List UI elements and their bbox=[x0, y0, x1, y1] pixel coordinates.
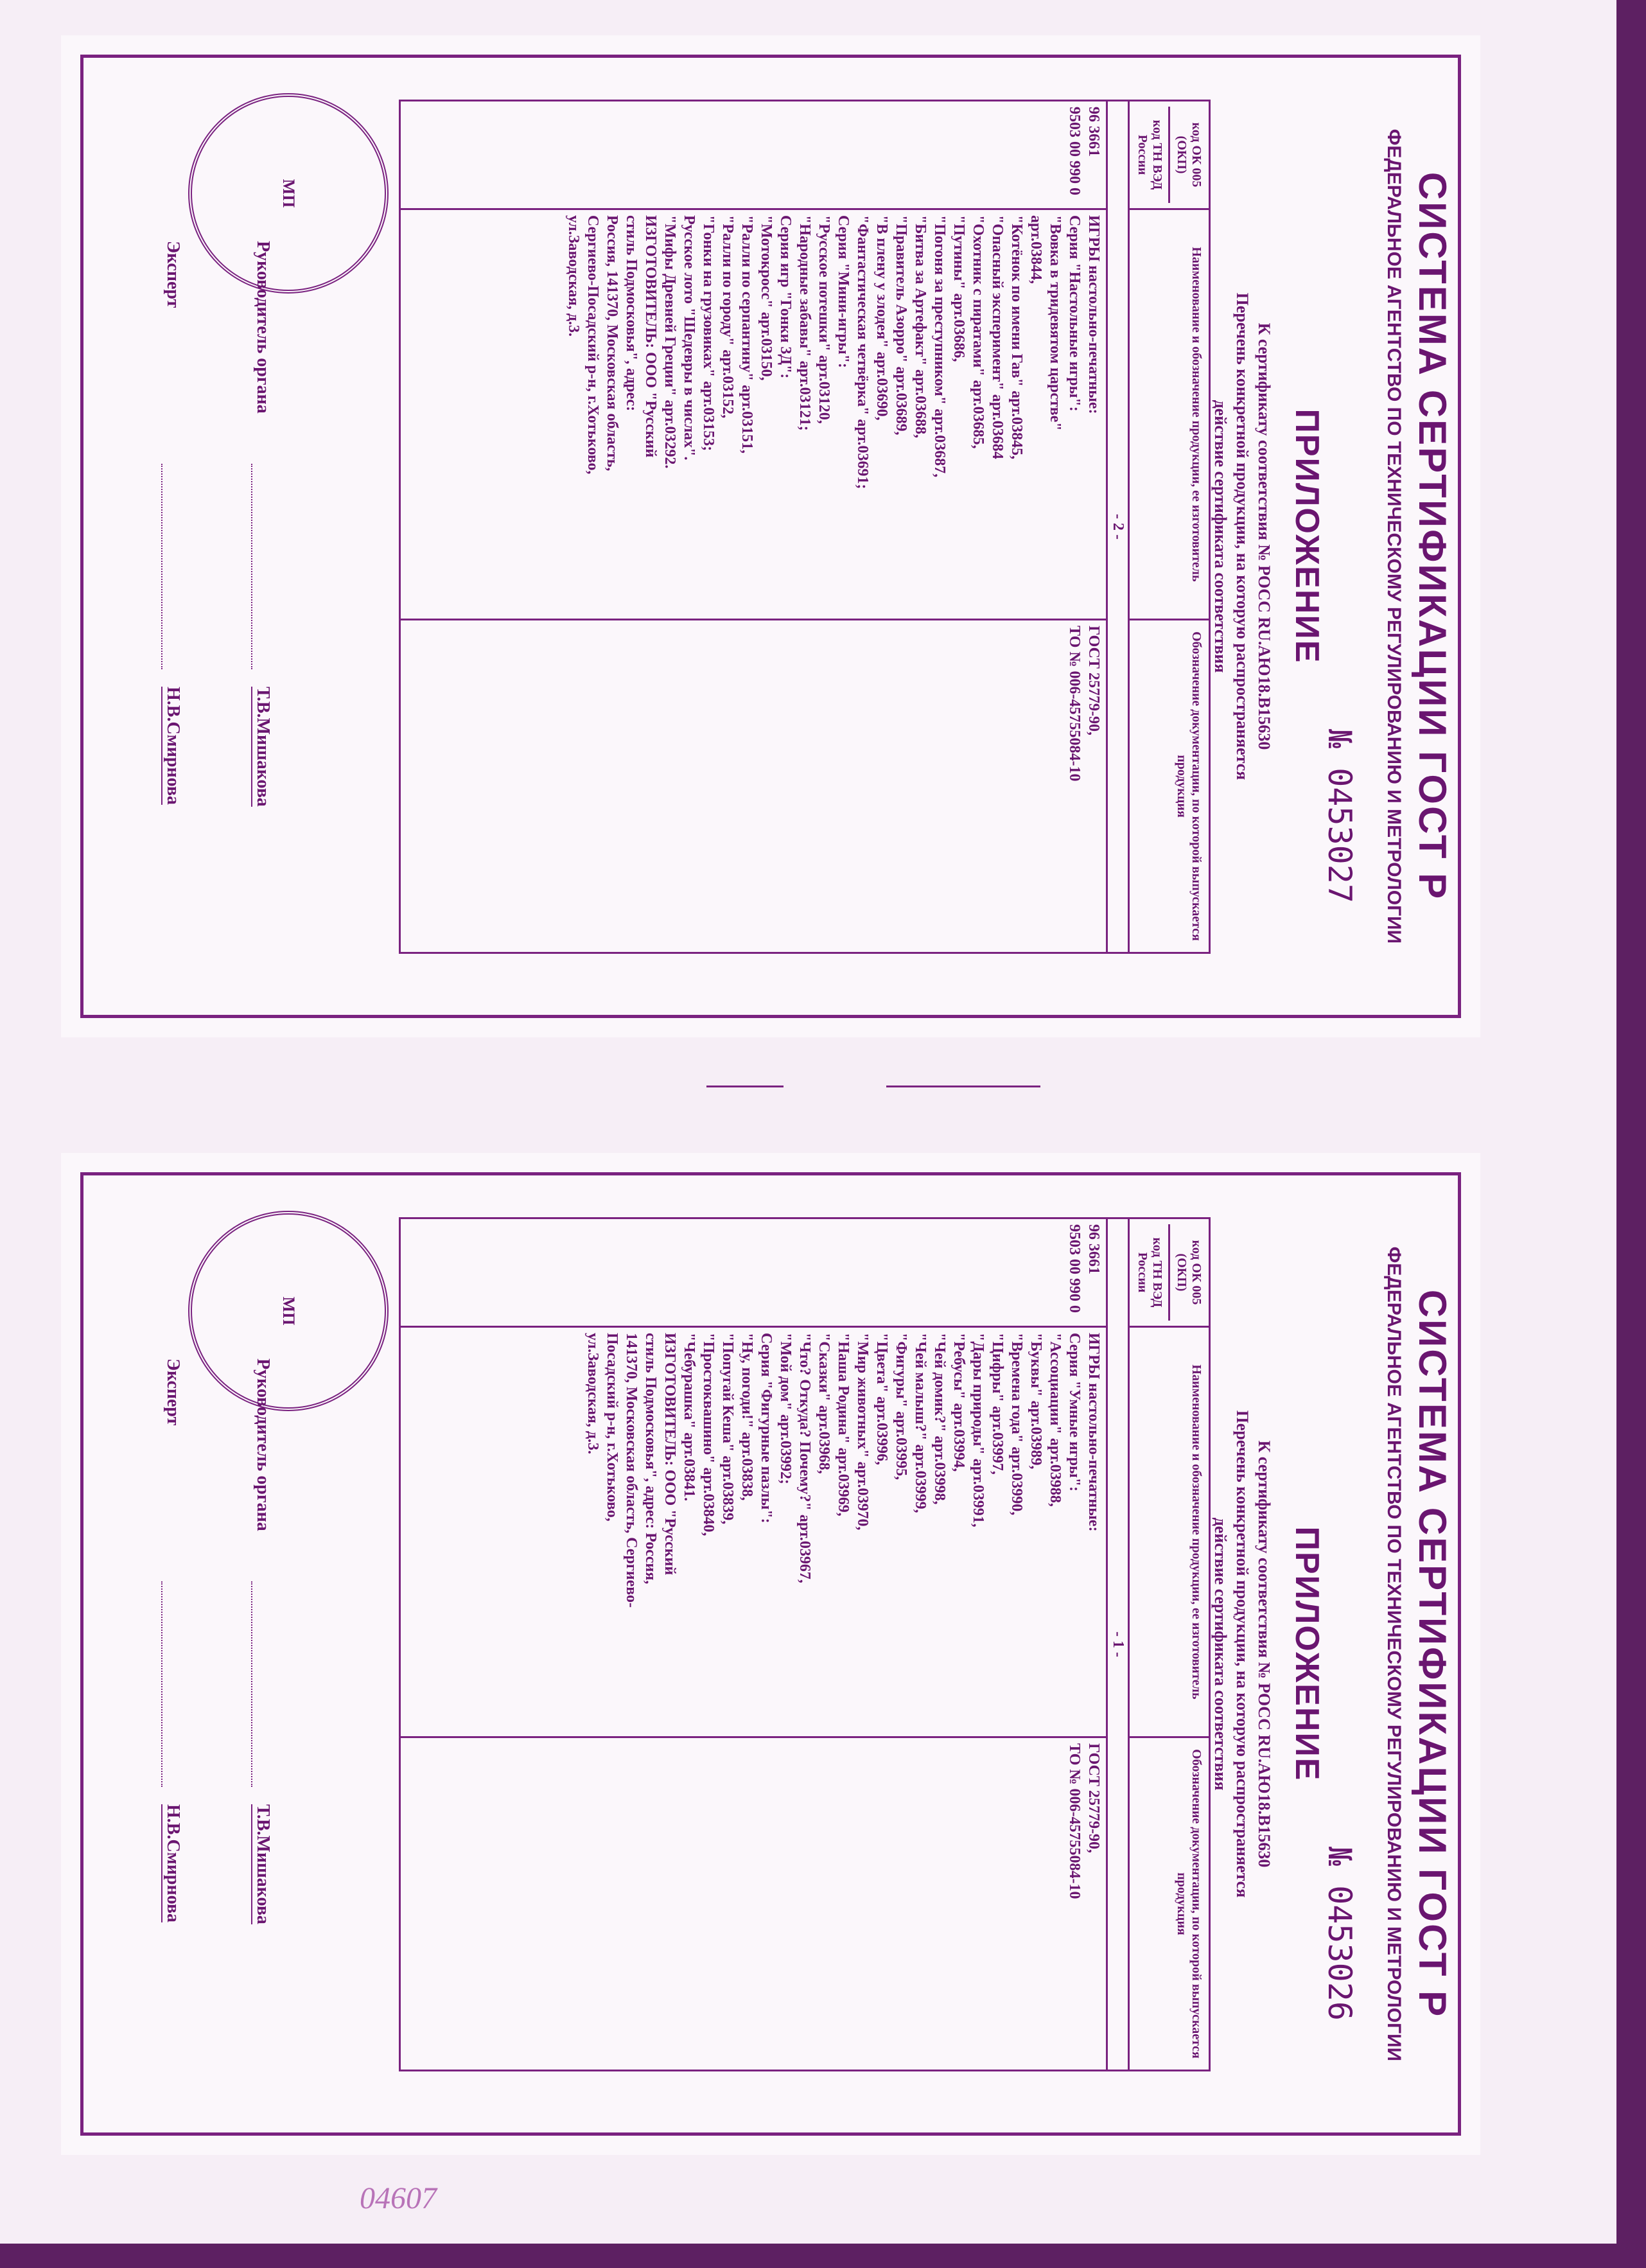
signature-line bbox=[251, 1581, 273, 1787]
document-sheet bbox=[61, 35, 1480, 1037]
certificate-appendix-page-1 bbox=[61, 1153, 1480, 2155]
product-docs: ГОСТ 25779-90, ТО № 006-45755084-10 bbox=[400, 1737, 1107, 2071]
subtitle-line: Перечень конкретной продукции, на которую распространяется bbox=[1233, 1410, 1252, 1898]
margin-mark bbox=[886, 1086, 1040, 1087]
organ-stamp bbox=[188, 1211, 389, 1411]
appendix-subtitle bbox=[1209, 35, 1275, 1037]
signature-line bbox=[161, 1581, 183, 1787]
expert-signature-row bbox=[161, 241, 183, 805]
header-codes bbox=[1129, 101, 1210, 209]
header-docs: Обозначение документации, по которой выпускается продукция bbox=[1129, 620, 1210, 953]
document-sheet bbox=[61, 1153, 1480, 2155]
margin-mark bbox=[706, 1086, 784, 1087]
expert-label: Эксперт bbox=[163, 241, 183, 308]
subtitle-line: действие сертификата соответствия bbox=[1211, 400, 1230, 673]
head-name: Т.В.Мишакова bbox=[251, 687, 273, 807]
header-code-okp: код ОК 005 (ОКП) bbox=[1175, 1240, 1204, 1305]
head-label: Руководитель органа bbox=[253, 241, 273, 414]
appendix-subtitle bbox=[1209, 1153, 1275, 2155]
expert-signature-row bbox=[161, 1358, 183, 1922]
product-list: ИГРЫ настольно-печатные: Серия "Настольные игры": "Вовка в тридевятом царстве" арт.03844, "Котёнок по имени Гав" арт.03845, "Опасный эксперимент" арт.03684 "Охотник с пиратами" арт.03685, "Путины" арт.03686, "Погоня за преступником" арт.03687, "Битва за Артефакт" арт.03688, "Правитель Азорро" арт.03689, "В плену у злодея" арт.03690, "Фантастическая четвёрка" арт.03691; Серия "Мини-игры": "Русское потешки" арт.03120, "Народные забавы" арт.03121; Серия игр "Гонки 3Д": "Мотокросс" арт.03150, "Ралли по серпантину" арт.03151, "Ралли по городу" арт.03152, "Гонки на грузовиках" арт.03153; Русское лото "Шедевры в числах". "Мифы Древней Греции" арт.03292. ИЗГОТОВИТЕЛЬ: ООО "Русский стиль Подмосковья", адрес: Россия, 141370, Московская область, Сергиево-Посадский р-н, г.Хотьково, ул.Заводская, д.3. bbox=[400, 209, 1107, 620]
product-list: ИГРЫ настольно-печатные: Серия "Умные игры": "Ассоциации" арт.03988, "Буквы" арт.03989, "Времена года" арт.03990, "Цифры" арт.03997, "Дары природы" арт.03991, "Ребусы" арт.03994, "Чей домик?" арт.03998, "Чей малыш?" арт.03999, "Фигуры" арт.03995, "Цвета" арт.03996, "Мир животных" арт.03970, "Наша Родина" арт.03969, "Сказки" арт.03968, "Что? Откуда? Почему?" арт.03967, "Мой дом" арт.03992; Серия "Фигурные пазлы": "Ну, погоди!" арт.03838, "Попугай Кеша" арт.03839, "Простоквашино" арт.03840, "Чебурашка" арт.03841. ИЗГОТОВИТЕЛЬ: ООО "Русский стиль Подмосковья", адрес: Россия, 141370, Московская область, Сергиево- Посадский р-н, г.Хотьково, ул.Заводская, д.3. bbox=[400, 1327, 1107, 1737]
expert-name: Н.В.Смирнова bbox=[161, 687, 183, 805]
expert-name: Н.В.Смирнова bbox=[161, 1804, 183, 1922]
handwritten-note: 04607 bbox=[360, 2181, 437, 2215]
agency-name: ФЕДЕРАЛЬНОЕ АГЕНТСТВО ПО ТЕХНИЧЕСКОМУ РЕГУЛИРОВАНИЮ И МЕТРОЛОГИИ bbox=[1383, 128, 1405, 944]
stamp-label: МП bbox=[279, 179, 298, 208]
header-code-okp: код ОК 005 (ОКП) bbox=[1175, 122, 1204, 188]
organ-stamp bbox=[188, 93, 389, 294]
expert-label: Эксперт bbox=[163, 1358, 183, 1426]
head-label: Руководитель органа bbox=[253, 1358, 273, 1531]
scan-border bbox=[0, 2244, 1646, 2268]
system-title: СИСТЕМА СЕРТИФИКАЦИИ ГОСТ Р bbox=[1411, 171, 1454, 901]
agency-name: ФЕДЕРАЛЬНОЕ АГЕНТСТВО ПО ТЕХНИЧЕСКОМУ РЕГУЛИРОВАНИЮ И МЕТРОЛОГИИ bbox=[1383, 1246, 1405, 2062]
system-title: СИСТЕМА СЕРТИФИКАЦИИ ГОСТ Р bbox=[1411, 1289, 1454, 2019]
product-docs: ГОСТ 25779-90, ТО № 006-45755084-10 bbox=[400, 620, 1107, 953]
product-table bbox=[399, 1217, 1211, 2071]
header-code-tnved: код ТН ВЭД России bbox=[1135, 107, 1170, 203]
scan-border bbox=[1616, 0, 1646, 2268]
appendix-title: ПРИЛОЖЕНИЕ bbox=[1288, 1526, 1326, 1782]
form-number: № 0453027 bbox=[1321, 729, 1358, 903]
head-signature-row bbox=[251, 241, 273, 807]
subtitle-line: К сертификату соответствия № РОСС RU.АЮ18.В15630 bbox=[1255, 322, 1274, 750]
product-table bbox=[399, 100, 1211, 954]
signature-line bbox=[251, 464, 273, 669]
page-number: - 2 - bbox=[1107, 101, 1129, 953]
appendix-title: ПРИЛОЖЕНИЕ bbox=[1288, 409, 1326, 664]
product-codes: 96 3661 9503 00 990 0 bbox=[400, 1218, 1107, 1327]
header-code-tnved: код ТН ВЭД России bbox=[1135, 1224, 1170, 1321]
header-codes bbox=[1129, 1218, 1210, 1327]
form-number: № 0453026 bbox=[1321, 1847, 1358, 2021]
page-number: - 1 - bbox=[1107, 1218, 1129, 2071]
header-product: Наименование и обозначение продукции, ее изготовитель bbox=[1129, 209, 1210, 620]
certificate-appendix-page-2 bbox=[61, 35, 1480, 1037]
subtitle-line: К сертификату соответствия № РОСС RU.АЮ18.В15630 bbox=[1255, 1440, 1274, 1868]
header-product: Наименование и обозначение продукции, ее изготовитель bbox=[1129, 1327, 1210, 1737]
subtitle-line: Перечень конкретной продукции, на которую распространяется bbox=[1233, 292, 1252, 780]
signature-line bbox=[161, 464, 183, 669]
head-signature-row bbox=[251, 1358, 273, 1924]
product-codes: 96 3661 9503 00 990 0 bbox=[400, 101, 1107, 209]
subtitle-line: действие сертификата соответствия bbox=[1211, 1517, 1230, 1791]
stamp-label: МП bbox=[279, 1296, 298, 1326]
header-docs: Обозначение документации, по которой выпускается продукция bbox=[1129, 1737, 1210, 2071]
head-name: Т.В.Мишакова bbox=[251, 1804, 273, 1924]
